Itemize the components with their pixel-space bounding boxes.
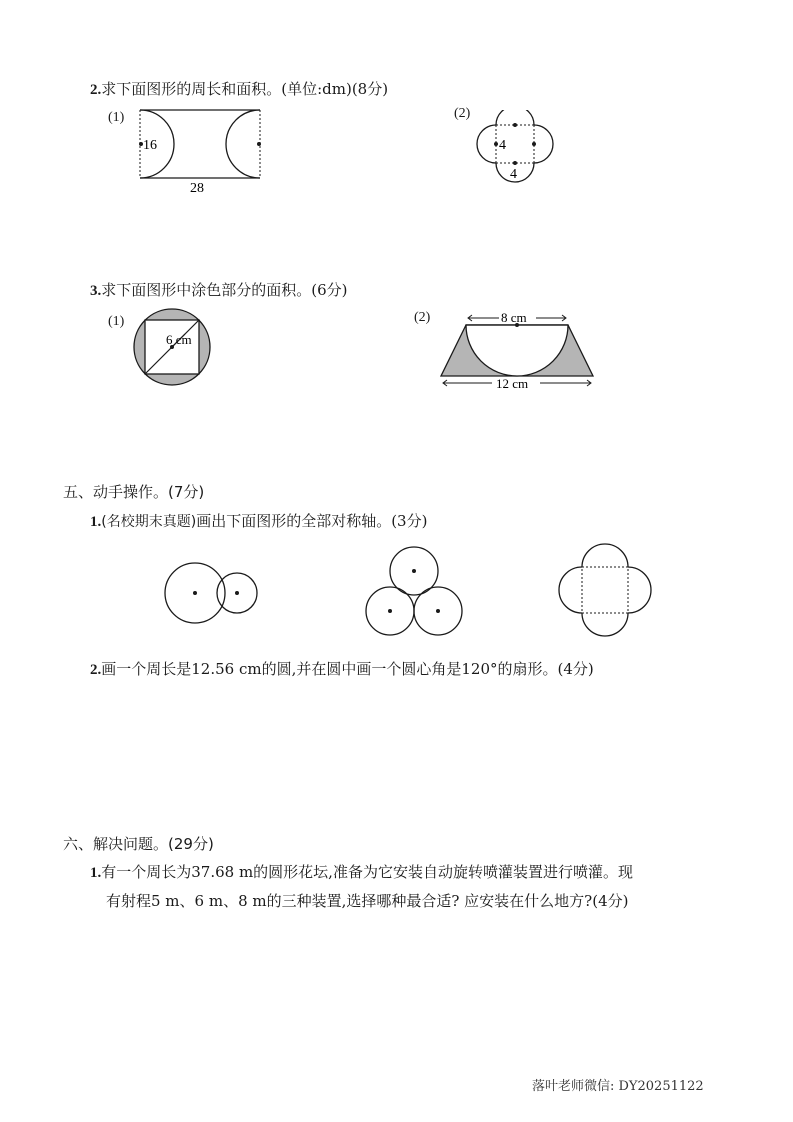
s6-q1-text-line2: 有射程5 m、6 m、8 m的三种装置,选择哪种最合适? 应安装在什么地方?(4分) — [106, 892, 629, 910]
q2-fig2-side-label: 4 — [499, 138, 506, 153]
s6-q1-text-line1: 有一个周长为37.68 m的圆形花坛,准备为它安装自动旋转喷灌装置进行喷灌。现 — [101, 863, 633, 881]
section6-title: 六、解决问题。(29分) — [63, 835, 214, 853]
q3-heading — [90, 279, 348, 300]
s5-figure1 — [160, 560, 265, 630]
s5-q2-text: 画一个周长是12.56 cm的圆,并在圆中画一个圆心角是120°的扇形。(4分) — [101, 660, 594, 678]
s5-q1-tag: (名校期末真题) — [101, 514, 197, 530]
q2-number: 2. — [90, 82, 102, 98]
s5-q1-heading — [90, 510, 427, 531]
q3-fig2-top-label: 8 cm — [501, 310, 527, 325]
q3-fig2-bottom-label: 12 cm — [496, 376, 529, 391]
q2-fig1-width-label: 28 — [190, 181, 204, 196]
s5-q1-number: 1. — [90, 514, 102, 530]
q2-fig1-height-label: 16 — [143, 138, 157, 153]
q3-sub2-label: (2) — [414, 310, 431, 325]
q2-text: 求下面图形的周长和面积。(单位:dm)(8分) — [101, 80, 389, 98]
s6-q1-number: 1. — [90, 865, 102, 881]
q3-figure1 — [130, 305, 215, 390]
q3-text: 求下面图形中涂色部分的面积。(6分) — [101, 281, 348, 299]
s5-figure2 — [360, 540, 470, 640]
s5-q1-text: 画出下面图形的全部对称轴。(3分) — [196, 512, 428, 530]
q2-sub1-label: (1) — [108, 110, 125, 125]
s5-q2-number: 2. — [90, 662, 102, 678]
section5-title: 五、动手操作。(7分) — [63, 483, 205, 501]
q2-figure1 — [120, 100, 300, 198]
q3-number: 3. — [90, 283, 102, 299]
q2-heading — [90, 78, 388, 99]
s6-q1-line1 — [90, 861, 633, 882]
s5-figure3 — [550, 540, 660, 644]
s5-q2-heading — [90, 658, 594, 679]
q2-sub2-label: (2) — [454, 106, 471, 121]
q3-fig1-radius-label: 6 cm — [166, 332, 192, 347]
q3-sub1-label: (1) — [108, 314, 125, 329]
q2-figure2 — [470, 110, 560, 186]
q2-fig2-bottom-label: 4 — [510, 167, 517, 182]
q3-figure2 — [432, 306, 602, 394]
footer-watermark: 落叶老师微信: DY20251122 — [532, 1079, 704, 1094]
